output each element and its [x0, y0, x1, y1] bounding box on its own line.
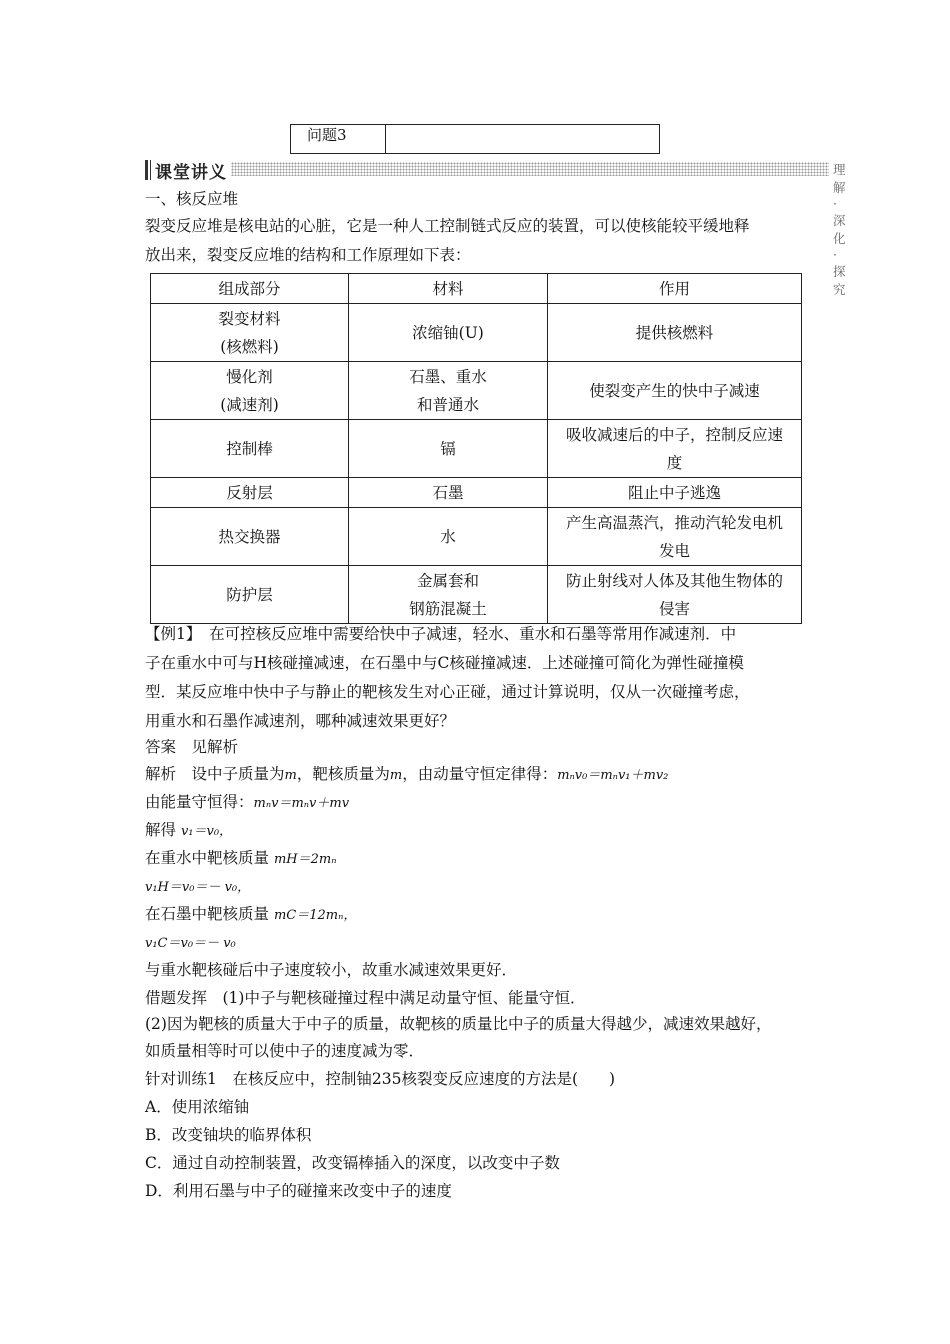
cell-material — [349, 420, 548, 478]
cell-material — [349, 508, 548, 566]
cell-text: 使裂变产生的快中子减速 — [589, 381, 760, 400]
graphite-line — [145, 903, 356, 927]
banner-dot-pattern — [231, 162, 829, 176]
cell-material — [349, 362, 548, 420]
banner-bar — [145, 160, 148, 180]
energy-equation: mₙv＝mₙv＋mv — [253, 796, 350, 811]
example-line-3: 型．某反应堆中快中子与静止的靶核发生对心正碰，通过计算说明，仅从一次碰撞考虑， — [145, 683, 750, 701]
graphite-text: 在石墨中靶核质量 — [145, 905, 274, 923]
heavy-water-text: 在重水中靶核质量 — [145, 849, 274, 867]
energy-line — [145, 791, 349, 815]
cell-text: 慢化剂 — [226, 367, 273, 386]
reactor-table — [150, 273, 802, 624]
intro-line-2: 放出来，裂变反应堆的结构和工作原理如下表： — [145, 246, 471, 264]
header-function: 作用 — [548, 274, 802, 304]
cell-text: 产生高温蒸汽，推动汽轮发电机 — [565, 513, 783, 532]
table-header-row — [151, 274, 802, 304]
answer-line: 答案 见解析 — [145, 738, 239, 756]
cell-text: 钢筋混凝土 — [409, 599, 487, 618]
cell-text: 裂变材料 — [218, 309, 281, 328]
cell-part — [151, 508, 349, 566]
analysis-text: ，靶核质量为 — [296, 765, 390, 783]
cell-function — [548, 566, 802, 624]
table-row — [151, 508, 802, 566]
example-line-4: 用重水和石墨作减速剂，哪种减速效果更好？ — [145, 712, 456, 730]
cell-function — [548, 478, 802, 508]
banner-tag: 理解 · 深化 · 探究 — [833, 162, 846, 297]
target-mass-symbol: m — [389, 768, 403, 783]
cell-text: 度 — [666, 453, 683, 472]
cell-text: 防止射线对人体及其他生物体的 — [565, 571, 783, 590]
cell-text: 热交换器 — [218, 527, 281, 546]
cell-text: 镉 — [440, 439, 456, 458]
analysis-line — [145, 763, 668, 787]
graphite-equation: mC＝12mₙ， — [273, 908, 357, 923]
cell-text: 浓缩铀(U) — [412, 323, 484, 342]
cell-text: 和普通水 — [416, 395, 479, 414]
cell-text: 侵害 — [658, 599, 690, 618]
cell-text: 控制棒 — [226, 439, 273, 458]
cell-text: (减速剂) — [220, 395, 279, 414]
solve-text: 解得 — [145, 821, 181, 839]
option-b: B．改变铀块的临界体积 — [145, 1126, 312, 1144]
cell-text: 水 — [440, 527, 456, 546]
solve-equation: v₁＝v₀， — [180, 824, 233, 839]
v1c-equation: v₁C＝v₀＝－ v₀ — [145, 936, 236, 951]
cell-text: 金属套和 — [416, 571, 479, 590]
question-label: 问题3 — [291, 125, 386, 153]
question-table — [290, 124, 660, 154]
cell-text: 吸收减速后的中子，控制反应速 — [565, 425, 783, 444]
cell-text: (核燃料) — [220, 337, 279, 356]
cell-text: 石墨、重水 — [409, 367, 487, 386]
cell-material — [349, 304, 548, 362]
neutron-mass-symbol: m — [284, 768, 297, 783]
cell-part — [151, 420, 349, 478]
example-line-1: 【例1】 在可控核反应堆中需要给快中子减速，轻水、重水和石墨等常用作减速剂．中 — [145, 625, 737, 643]
energy-text: 由能量守恒得： — [145, 793, 254, 811]
cell-part — [151, 362, 349, 420]
section-heading: 一、核反应堆 — [145, 190, 239, 208]
header-part: 组成部分 — [151, 274, 349, 304]
header-material: 材料 — [349, 274, 548, 304]
cell-material — [349, 566, 548, 624]
option-a: A．使用浓缩铀 — [145, 1098, 250, 1116]
momentum-equation: mₙv₀＝mₙv₁＋mv₂ — [557, 768, 669, 783]
solve-line — [145, 819, 232, 843]
heavy-water-line — [145, 847, 336, 871]
cell-text: 提供核燃料 — [635, 323, 714, 342]
table-row — [151, 566, 802, 624]
conclusion-line: 与重水靶核碰后中子速度较小，故重水减速效果更好． — [145, 961, 518, 979]
banner-title: 课堂讲义 — [155, 163, 227, 183]
v1h-line — [145, 875, 250, 899]
tip-line-2: (2)因为靶核的质量大于中子的质量，故靶核的质量比中子的质量大得越少，减速效果越好， — [145, 1015, 772, 1033]
table-row — [151, 478, 802, 508]
cell-text: 石墨 — [432, 483, 464, 502]
tip-line-3: 如质量相等时可以使中子的速度减为零． — [145, 1042, 425, 1060]
v1c-line — [145, 931, 236, 955]
cell-part — [151, 304, 349, 362]
cell-function — [548, 508, 802, 566]
table-row — [151, 362, 802, 420]
training-question: 针对训练1 在核反应中，控制铀235核裂变反应速度的方法是( ) — [145, 1070, 616, 1088]
example-line-2: 子在重水中可与H核碰撞减速，在石墨中与C核碰撞减速．上述碰撞可简化为弹性碰撞模 — [145, 654, 744, 672]
table-row — [151, 420, 802, 478]
table-row — [151, 304, 802, 362]
v1h-equation: v₁H＝v₀＝－ v₀， — [145, 880, 251, 895]
cell-function — [548, 420, 802, 478]
heavy-water-equation: mH＝2mₙ — [273, 852, 337, 867]
cell-text: 防护层 — [226, 585, 273, 604]
cell-material — [349, 478, 548, 508]
option-d: D．利用石墨与中子的碰撞来改变中子的速度 — [145, 1182, 452, 1200]
cell-part — [151, 478, 349, 508]
cell-function — [548, 362, 802, 420]
cell-part — [151, 566, 349, 624]
cell-text: 发电 — [658, 541, 690, 560]
question-answer-cell — [386, 125, 659, 153]
tip-line-1: 借题发挥 (1)中子与靶核碰撞过程中满足动量守恒、能量守恒． — [145, 989, 586, 1007]
cell-text: 阻止中子逃逸 — [627, 483, 721, 502]
intro-line-1: 裂变反应堆是核电站的心脏，它是一种人工控制链式反应的装置，可以使核能较平缓地释 — [145, 217, 750, 235]
analysis-text: ，由动量守恒定律得： — [402, 765, 558, 783]
banner-bar-thin — [150, 160, 151, 180]
option-c: C．通过自动控制装置，改变镉棒插入的深度，以改变中子数 — [145, 1154, 560, 1172]
cell-function — [548, 304, 802, 362]
analysis-text: 解析 设中子质量为 — [145, 765, 285, 783]
cell-text: 反射层 — [226, 483, 273, 502]
